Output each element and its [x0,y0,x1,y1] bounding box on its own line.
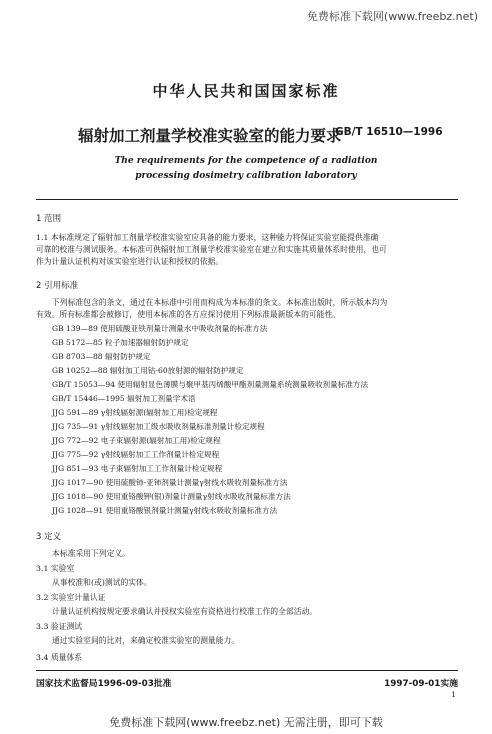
definition-3-3-text: 通过实验室间的比对，来确定校准实验室的测量能力。 [52,636,240,645]
section-3-intro: 本标准采用下列定义。 [52,549,130,558]
reference-item: JJG 591—89 γ射线辐射源(辐射加工用)检定规程 [52,408,218,417]
section-1-heading: 1 范围 [36,214,62,224]
reference-item: GB 10252—88 辐射加工用钴-60放射源的辐射防护规定 [52,366,244,375]
implementation-date: 1997-09-01实施 [384,679,458,689]
reference-item: JJG 1017—90 使用硫酸铈-亚铈剂量计测量γ射线水吸收剂量标准方法 [52,478,288,487]
national-standard-title: 中华人民共和国国家标准 [152,82,340,100]
reference-item: GB/T 15446—1995 辐射加工剂量学术语 [52,394,196,403]
reference-item: JJG 1018—90 使用重铬酸钾(银)剂量计测量γ射线水吸收剂量标准方法 [52,492,291,501]
standard-title: 辐射加工剂量学校准实验室的能力要求 [78,127,342,145]
section-1-paragraph-line: 1.1 本标准规定了辐射加工剂量学校准实验室应具备的能力要求，这种能力将保证实验室能提供准确 [36,233,379,242]
english-title-line-1: The requirements for the competence of a radiation [114,156,378,166]
watermark-bottom: 免费标准下载网(www.freebz.net) 无需注册，即可下载 [109,716,383,729]
english-title-line-2: processing dosimetry calibration laboratory [135,171,357,181]
reference-item: JJG 772—92 电子束辐射源(辐射加工用)检定规程 [52,436,221,445]
section-2-heading: 2 引用标准 [36,281,79,291]
definition-3-1-heading: 3.1 实验室 [36,564,75,573]
reference-item: JJG 775—92 γ射线辐射加工工作剂量计检定规程 [52,450,220,459]
reference-item: GB/T 15053—94 使用辐射显色薄膜与聚甲基丙烯酸甲酯剂量测量系统测量吸收剂量标准方法 [52,380,369,389]
definition-3-3-heading: 3.3 验证测试 [36,622,83,631]
definition-3-2-text: 计量认证机构按规定要求确认并授权实验室有资格进行校准工作的全部活动。 [52,607,318,616]
section-3-heading: 3 定义 [36,532,62,542]
header-divider [36,199,458,200]
watermark-top: 免费标准下载网(www.freebz.net) [306,10,478,23]
reference-item: JJG 851—93 电子束辐射加工工作剂量计检定规程 [52,464,223,473]
reference-item: GB 5172—85 粒子加速器辐射防护规定 [52,338,189,347]
section-1-paragraph-line: 可靠的校准与测试服务。本标准可供辐射加工剂量学校准实验室在建立和实施其质量体系时使用，也可 [36,245,387,254]
approval-info: 国家技术监督局1996-09-03批准 [36,679,172,689]
reference-item: JJG 735—91 γ射线辐射加工级水吸收剂量标准剂量计检定规程 [52,422,265,431]
reference-item: GB 8703—88 辐射防护规定 [52,352,151,361]
reference-item: JJG 1028—91 使用重铬酸银剂量计测量γ射线水吸收剂量标准方法 [52,506,278,515]
definition-3-4-heading: 3.4 质量体系 [36,653,83,662]
reference-item: GB 139—89 使用硫酸亚铁剂量计测量水中吸收剂量的标准方法 [52,324,268,333]
standard-code: GB/T 16510—1996 [335,126,443,138]
definition-3-2-heading: 3.2 实验室计量认证 [36,593,106,602]
section-2-intro-line: 下列标准包含的条文，通过在本标准中引用而构成为本标准的条文。本标准出版时，所示版本均为 [52,298,388,307]
section-1-paragraph-line: 作为计量认证机构对该实验室进行认证和授权的依据。 [36,257,224,266]
section-2-intro-line: 有效。所有标准都会被修订，使用本标准的各方应探讨使用下列标准最新版本的可能性。 [36,310,341,319]
page-number: 1 [451,690,456,699]
footer-divider [36,670,458,671]
definition-3-1-text: 从事校准和(或)测试的实体。 [52,578,152,587]
